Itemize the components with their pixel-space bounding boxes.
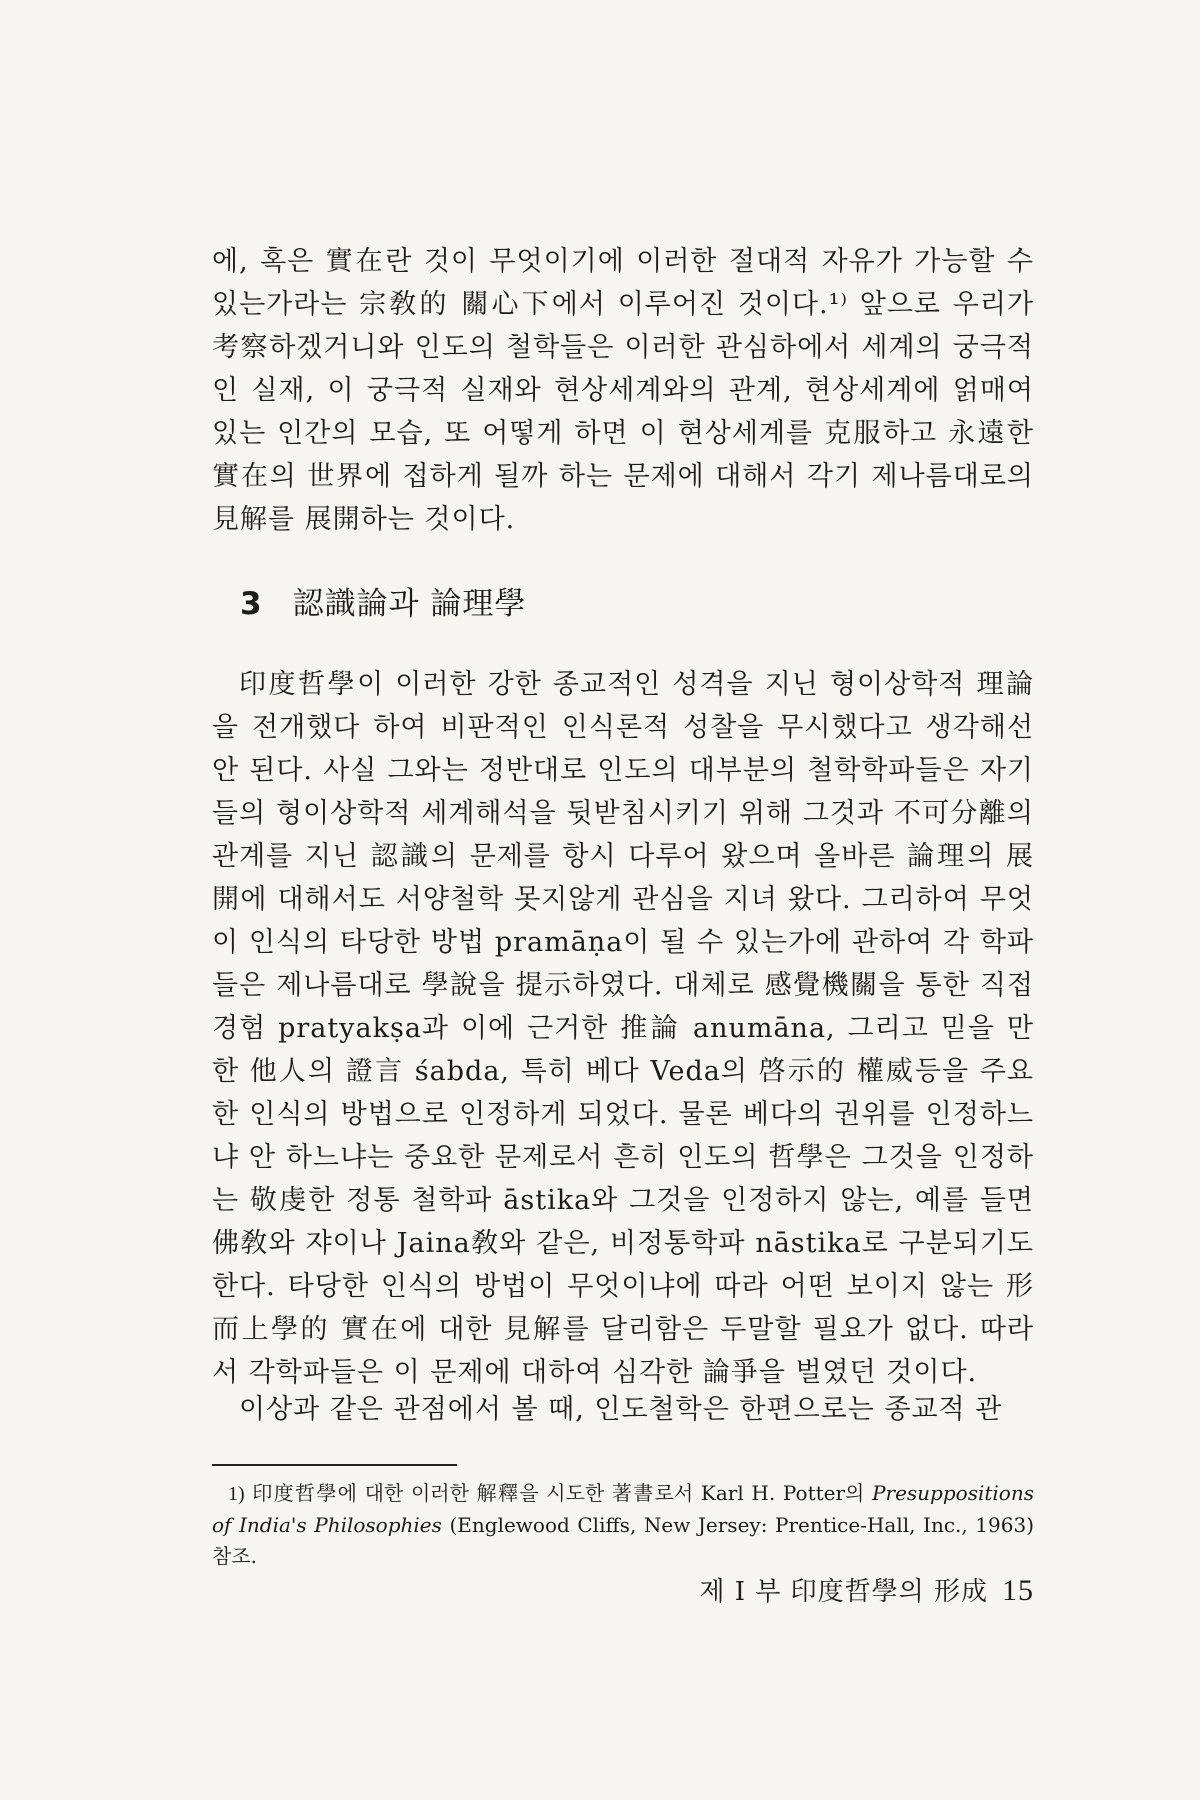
footnote-text: 印度哲學에 대한 이러한 解釋을 시도한 著書로서 Karl H. Potter의	[252, 1481, 865, 1505]
footnote-book-title: Presuppositions of India's Philosophies	[212, 1481, 1034, 1537]
footnote-citation: (Englewood Cliffs, New Jersey: Prentice-Hall, Inc., 1963) 참조.	[212, 1513, 1035, 1568]
paragraph-main: 印度哲學이 이러한 강한 종교적인 성격을 지닌 형이상학적 理論을 전개했다 하여 비판적인 인식론적 성찰을 무시했다고 생각해선 안 된다. 사실 그와는 정반대로 인도의 대부분의 철학학파들은 자기들의 형이상학적 세계해석을 뒷받침시키기 위해 그것과 不可分離의 관계를 지닌 認識의 문제를 항시 다루어 왔으며 올바른 論理의 展開에 대해서도 서양철학 못지않게 관심을 지녀 왔다. 그리하여 무엇이 인식의 타당한 방법 pramāṇa이 될 수 있는가에 관하여 각 학파들은 제나름대로 學說을 提示하였다. 대체로 感覺機關을 통한 직접경험 pratyakṣa과 이에 근거한 推論 anumāna, 그리고 믿을 만한 他人의 證言 śabda, 특히 베다 Veda의 啓示的 權威등을 주요한 인식의 방법으로 인정하게 되었다. 물론 베다의 권위를 인정하느냐 안 하느냐는 중요한 문제로서 흔히 인도의 哲學은 그것을 인정하는 敬虔한 정통 철학파 āstika와 그것을 인정하지 않는, 예를 들면 佛敎와 쟈이나 Jaina敎와 같은, 비정통학파 nāstika로 구분되기도 한다. 타당한 인식의 방법이 무엇이냐에 따라 어떤 보이지 않는 形而上學的 實在에 대한 見解를 달리함은 두말할 필요가 없다. 따라서 각학파들은 이 문제에 대하여 심각한 論爭을 벌였던 것이다.	[212, 669, 1034, 1388]
page-number: 15	[1002, 1574, 1034, 1607]
paragraph-closing: 이상과 같은 관점에서 볼 때, 인도철학은 한편으로는 종교적 관	[239, 1394, 1003, 1425]
paragraph-intro: 에, 혹은 實在란 것이 무엇이기에 이러한 절대적 자유가 가능할 수 있는가라는 宗敎的 關心下에서 이루어진 것이다.¹⁾ 앞으로 우리가 考察하겠거니와 인도의 철학들은 이러한 관심하에서 세계의 궁극적인 실재, 이 궁극적 실재와 현상세계와의 관계, 현상세계에 얽매여 있는 인간의 모습, 또 어떻게 하면 이 현상세계를 克服하고 永遠한 實在의 世界에 접하게 될까 하는 문제에 대해서 각기 제나름대로의 見解를 展開하는 것이다.	[212, 246, 1034, 535]
section-number: 3	[240, 586, 263, 622]
section-heading	[240, 584, 526, 624]
footer-part-title: 제 I 부 印度哲學의 形成	[699, 1577, 988, 1607]
footnote-divider	[212, 1464, 457, 1466]
page-footer	[699, 1574, 1034, 1609]
section-title: 認識論과 論理學	[292, 586, 527, 622]
footnote-number: 1)	[228, 1483, 245, 1505]
footnote	[212, 1478, 1034, 1572]
